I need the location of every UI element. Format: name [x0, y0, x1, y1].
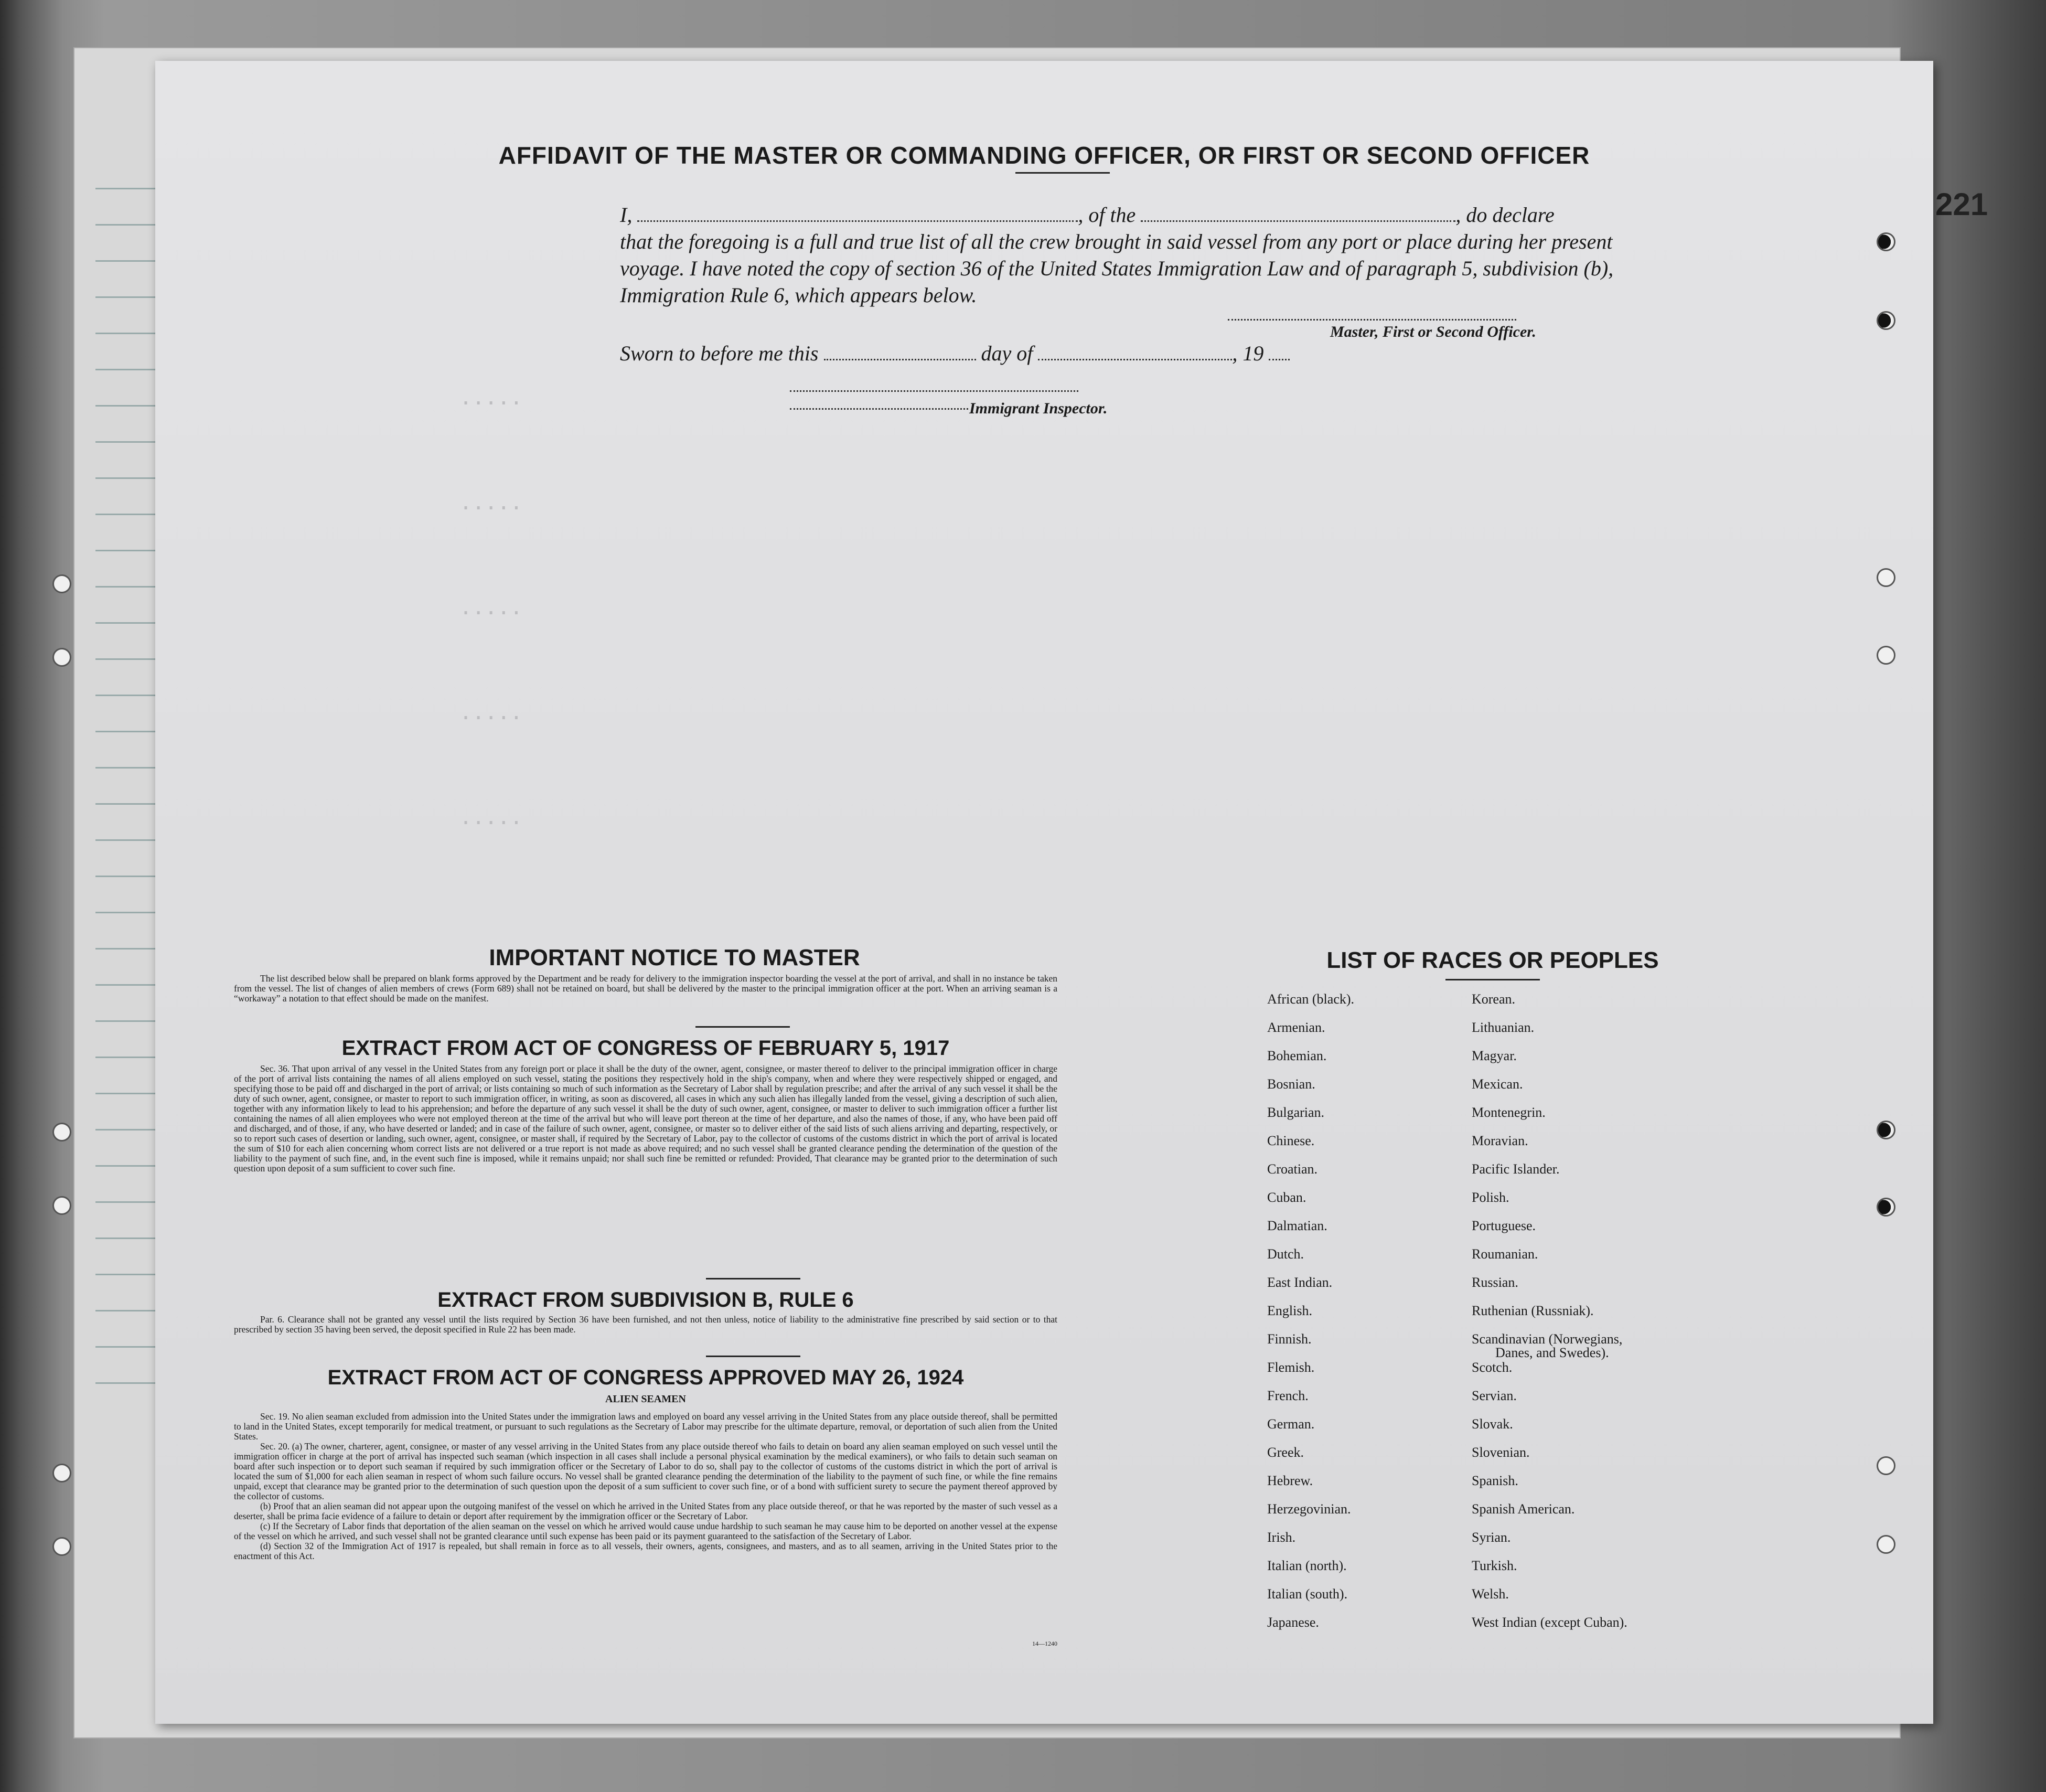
race-item: Lithuanian. — [1472, 1020, 1535, 1035]
sec-36-paragraph: Sec. 36. That upon arrival of any vessel in the United States from any foreign port or place it shall be the duty of the owner, agent, consignee, or master thereof to deliver to the principal immigration officer in charge of the port of arrival lists containing the names of all aliens employed on such vessel, stating the positions they respectively hold in the ship's company, when and where they were respectively shipped or engaged, and specifying those to be paid off and discharged in the port of arrival; or lists containing so much of such information as the Secretary of Labor shall by regulation prescribe; and after the arrival of any such vessel it shall be the duty of such owner, agent, consignee, or master to report to such immigration officer, in writing, as soon as discovered, all cases in which any such alien has illegally landed from the vessel, giving a description of such alien, together with any information likely to lead to his apprehension; and before the departure of any such vessel it shall be the duty of such owner, agent, consignee, or master to deliver to such immigration officer a further list containing the names of all alien employees who were not employed thereon at the time of the arrival but who will leave port thereon at the time of her departure, and also the names of those, if any, who have been paid off and discharged, and of those, if any, who have deserted or landed; and in case of the failure of such owner, agent, consignee, or master so to deliver either of the said lists of such aliens arriving and departing, respectively, or so to report such cases of desertion or landing, such owner, agent, consignee, or master shall, if required by the Secretary of Labor, pay to the collector of customs of the customs district in which the port of arrival is located the sum of $10 for each alien concerning whom correct lists are not delivered or a true report is not made as above required; and no such vessel shall be granted clearance pending the determination of the question of the liability to the payment of such fine, and, in the event such fine is imposed, while it remains unpaid; nor shall such fine be remitted or refunded: Provided, That clearance may be granted prior to the determination of such question upon deposit of a sum sufficient to cover such fine. — [234, 1063, 1057, 1174]
race-item: German. — [1267, 1416, 1315, 1432]
race-item: Italian (south). — [1267, 1586, 1348, 1602]
day-of-text: day of — [981, 342, 1033, 365]
extract-rule6-title: EXTRACT FROM SUBDIVISION B, RULE 6 — [437, 1288, 854, 1311]
race-item: Italian (north). — [1267, 1558, 1347, 1573]
year-prefix: , 19 — [1232, 342, 1264, 365]
sec-19-paragraph: Sec. 19. No alien seaman excluded from admission into the United States under the immigration laws and employed on board any vessel arriving in the United States from any place outside thereof, shall be permitted to land in the United States, except temporarily for medical treatment, or pursuant to such regulations as the Secretary of Labor may prescribe for the ultimate departure, removal, or deportation of such alien from the United States. — [234, 1411, 1057, 1442]
divider — [706, 1278, 800, 1279]
inspector-signature-line — [790, 390, 1078, 392]
notice-paragraph: The list described below shall be prepared on blank forms approved by the Department and be ready for delivery to the immigration inspector boarding the vessel at the port of arrival, and shall in no instance be taken from the vessel. The list of changes of alien members of crews (Form 689) shall not be retained on board, but shall be delivered by the master to the principal immigration officer at the port. When an arriving seaman is a “workaway” a notation to that effect should be made on the manifest. — [234, 973, 1057, 1004]
race-item: West Indian (except Cuban). — [1472, 1615, 1627, 1630]
bleed-through: ····· — [459, 601, 523, 625]
race-item: Herzegovinian. — [1267, 1501, 1351, 1517]
sec-20a-paragraph: Sec. 20. (a) The owner, charterer, agent, consignee, or master of any vessel arriving in the United States from any place outside thereof who fails to detain on board any alien seaman employed on such vessel until the immigration officer in charge at the port of arrival has inspected such seaman (which inspection in all cases shall include a personal physical examination by the medical examiners), or who fails to detain such seaman on board after such inspection or to deport such seaman if required by such immigration officer or the Secretary of Labor to do so, shall pay to the collector of customs of the customs district in which the port of arrival is located the sum of $1,000 for each alien seaman in respect of whom such failure occurs. No vessel shall be granted clearance pending the determination of the liability to the payment of such fine, or while the fine remains unpaid, except that clearance may be granted prior to the determination of such question upon the deposit of a sum sufficient to cover such fine, or of a bond with sufficient surety to secure the payment thereof approved by the collector of customs. — [234, 1441, 1057, 1501]
race-item: Roumanian. — [1472, 1246, 1538, 1262]
sec-20d-paragraph: (d) Section 32 of the Immigration Act of 1917 is repealed, but shall remain in force as to all vessels, their owners, agents, consignees, and masters, and as to all seamen, arriving in the United States prior to the enactment of this Act. — [234, 1541, 1057, 1561]
race-item: Hebrew. — [1267, 1473, 1313, 1488]
punch-hole — [1877, 1535, 1895, 1554]
race-item: Chinese. — [1267, 1133, 1315, 1148]
punch-hole — [52, 1464, 71, 1482]
race-item: Slovak. — [1472, 1416, 1513, 1432]
race-item: Welsh. — [1472, 1586, 1509, 1602]
punch-hole — [1877, 1198, 1895, 1217]
sec-20b-paragraph: (b) Proof that an alien seaman did not appear upon the outgoing manifest of the vessel on which he arrived in the United States from any place outside thereof, or that he was reported by the master of such vessel as a deserter, shall be prima facie evidence of a failure to detain or deport after requirement by the immigration officer or the Secretary of Labor. — [234, 1501, 1057, 1521]
punch-hole — [52, 1123, 71, 1142]
day-blank — [824, 355, 976, 360]
race-item: Spanish. — [1472, 1473, 1518, 1488]
race-item: Polish. — [1472, 1190, 1509, 1205]
punch-hole — [1877, 1456, 1895, 1475]
race-item: Greek. — [1267, 1445, 1304, 1460]
title-underline — [1015, 172, 1110, 174]
punch-hole — [1877, 1121, 1895, 1139]
race-item: Dutch. — [1267, 1246, 1304, 1262]
race-item: Bosnian. — [1267, 1076, 1315, 1092]
do-declare-text: , do declare — [1455, 203, 1555, 227]
extract-1917-title: EXTRACT FROM ACT OF CONGRESS OF FEBRUARY 5, 1917 — [341, 1037, 950, 1060]
race-item: Servian. — [1472, 1388, 1517, 1403]
race-item: Korean. — [1472, 991, 1516, 1007]
race-item: Russian. — [1472, 1275, 1518, 1290]
affidavit-line-1 — [620, 202, 1555, 227]
bleed-through: ····· — [459, 391, 523, 415]
inspector-dotted-line — [790, 408, 968, 410]
notice-body — [234, 974, 1057, 1004]
punch-hole — [1877, 311, 1895, 330]
race-item: Slovenian. — [1472, 1445, 1530, 1460]
signature-line — [1228, 319, 1516, 321]
punch-hole — [1877, 232, 1895, 251]
bleed-through: ····· — [459, 496, 523, 520]
extract-1917-body — [234, 1064, 1057, 1174]
divider — [1445, 979, 1540, 980]
par-6-paragraph: Par. 6. Clearance shall not be granted any vessel until the lists required by Section 36 have been furnished, and not then unless, notice of liability to the administrative fine prescribed by said section or to that prescribed by section 35 having been served, the deposit specified in Rule 22 has been made. — [234, 1314, 1057, 1335]
race-item: Cuban. — [1267, 1190, 1306, 1205]
sworn-text: Sworn to before me this — [620, 342, 819, 365]
bleed-through: ····· — [459, 706, 523, 730]
race-item: Japanese. — [1267, 1615, 1319, 1630]
race-item: Turkish. — [1472, 1558, 1517, 1573]
affidavit-page — [155, 61, 1933, 1724]
of-the-text: , of the — [1078, 203, 1136, 227]
sworn-line — [620, 341, 1290, 366]
affidavit-title: AFFIDAVIT OF THE MASTER OR COMMANDING OFFICER, OR FIRST OR SECOND OFFICER — [498, 142, 1590, 169]
race-item: Ruthenian (Russniak). — [1472, 1303, 1594, 1318]
punch-hole — [52, 1196, 71, 1215]
race-item: Bohemian. — [1267, 1048, 1327, 1063]
vessel-blank — [1141, 216, 1455, 222]
page-number: 221 — [1935, 187, 1988, 222]
race-item: Magyar. — [1472, 1048, 1517, 1063]
race-item: Finnish. — [1267, 1331, 1312, 1347]
inspector-label: Immigrant Inspector. — [969, 400, 1108, 417]
races-title: LIST OF RACES OR PEOPLES — [1326, 947, 1659, 973]
race-item: Montenegrin. — [1472, 1105, 1546, 1120]
race-item: Moravian. — [1472, 1133, 1528, 1148]
race-item: Dalmatian. — [1267, 1218, 1327, 1233]
i-prefix: I, — [620, 203, 633, 227]
form-number: 14—1240 — [1032, 1640, 1057, 1647]
affidavit-line-2: that the foregoing is a full and true list of all the crew brought in said vessel from any port or place during her present — [620, 230, 1613, 253]
punch-hole — [1877, 568, 1895, 587]
extract-rule6-body — [234, 1315, 1057, 1335]
race-item: Pacific Islander. — [1472, 1161, 1560, 1177]
month-blank — [1038, 355, 1232, 360]
race-item: Portuguese. — [1472, 1218, 1536, 1233]
punch-hole — [52, 648, 71, 667]
race-item: Spanish American. — [1472, 1501, 1575, 1517]
race-item: Croatian. — [1267, 1161, 1318, 1177]
bleed-through: ····· — [459, 811, 523, 835]
divider — [695, 1026, 790, 1028]
race-item: Syrian. — [1472, 1530, 1511, 1545]
master-label: Master, First or Second Officer. — [1330, 323, 1536, 340]
race-item: Irish. — [1267, 1530, 1296, 1545]
race-item: Danes, and Swedes). — [1495, 1345, 1609, 1360]
race-item: Scotch. — [1472, 1360, 1513, 1375]
name-blank — [637, 216, 1078, 222]
affidavit-line-3: voyage. I have noted the copy of section 36 of the United States Immigration Law and of paragraph 5, subdivision (b), — [620, 257, 1614, 280]
race-item: African (black). — [1267, 991, 1355, 1007]
punch-hole — [52, 574, 71, 593]
race-item: Armenian. — [1267, 1020, 1325, 1035]
race-item: East Indian. — [1267, 1275, 1333, 1290]
race-item: English. — [1267, 1303, 1312, 1318]
extract-1924-body — [234, 1412, 1057, 1561]
notice-title: IMPORTANT NOTICE TO MASTER — [489, 945, 860, 970]
divider — [706, 1356, 800, 1357]
race-item: Bulgarian. — [1267, 1105, 1325, 1120]
affidavit-line-4: Immigration Rule 6, which appears below. — [620, 283, 977, 307]
race-item: French. — [1267, 1388, 1309, 1403]
sec-20c-paragraph: (c) If the Secretary of Labor finds that deportation of the alien seaman on the vessel on which he arrived would cause undue hardship to such seaman he may cause him to be deported on another vessel at the expense of the vessel on which he arrived, and such vessel shall not be granted clearance until such expense has been paid or its payment guaranteed to the satisfaction of the Secretary of Labor. — [234, 1521, 1057, 1541]
race-item: Flemish. — [1267, 1360, 1315, 1375]
punch-hole — [1877, 646, 1895, 665]
punch-hole — [52, 1537, 71, 1556]
year-blank — [1269, 355, 1290, 360]
extract-1924-title: EXTRACT FROM ACT OF CONGRESS APPROVED MAY 26, 1924 — [327, 1366, 964, 1389]
race-item: Scandinavian (Norwegians, — [1472, 1331, 1623, 1347]
race-item: Mexican. — [1472, 1076, 1523, 1092]
alien-seamen-subtitle: ALIEN SEAMEN — [605, 1393, 686, 1405]
